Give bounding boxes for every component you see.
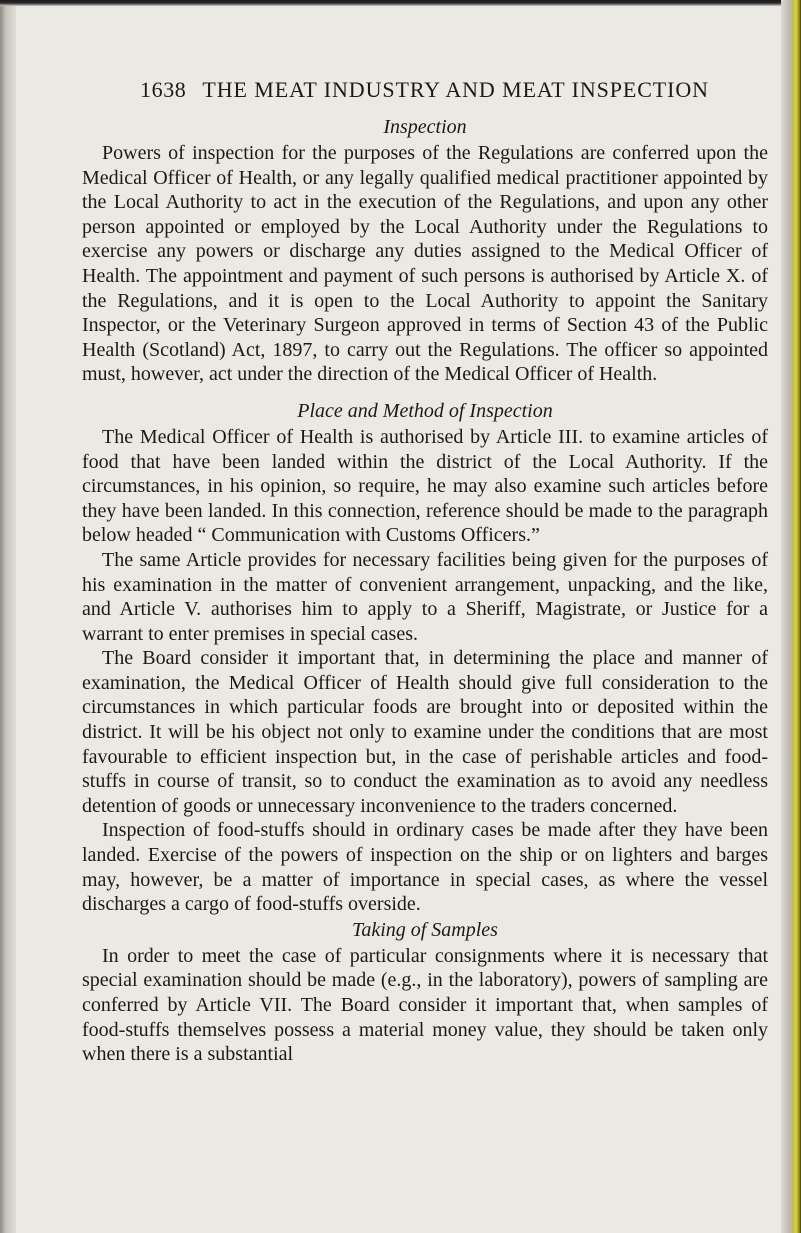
section-title-inspection: Inspection bbox=[383, 116, 467, 138]
section-title-taking-of-samples: Taking of Samples bbox=[352, 918, 498, 941]
paragraph: Powers of inspection for the purposes of the Regulations are conferred upon the Medical Officer of Health, or any legally qualified medical practitioner appointed by the Local Authority to act in the execution of the Regulations, and upon any other person appointed or employed by the Local Authority under the Regulations to exercise any powers or discharge any duties assigned to the Medical Officer of Health. The appointment and payment of such persons is authorised by Article X. of the Regulations, and it is open to the Local Authority to appoint the Sanitary Inspector, or the Veterinary Surgeon approved in terms of Section 43 of the Public Health (Scotland) Act, 1897, to carry out the Regulations. The officer so appointed must, however, act under the direction of the Medical Officer of Health. bbox=[82, 142, 768, 386]
page-top-edge bbox=[0, 0, 801, 6]
paragraph: The same Article provides for necessary facilities being given for the purposes of his examination in the matter of convenient arrangement, unpacking, and the like, and Article V. authorises him to apply to a Sheriff, Magistrate, or Justice for a warrant to enter premises in special cases. bbox=[82, 548, 768, 645]
page-header bbox=[82, 78, 768, 108]
paragraph: The Board consider it important that, in determining the place and manner of examination, the Medical Officer of Health should give full consideration to the circumstances in which particular foods are brought into or deposited within the district. It will be his object not only to examine under the conditions that are most favourable to efficient inspection but, in the case of perishable articles and food-stuffs in course of transit, so to conduct the examination as to avoid any needless detention of goods or unnecessary inconvenience to the traders concerned. bbox=[82, 647, 768, 817]
page-content bbox=[82, 78, 768, 1067]
paragraph: The Medical Officer of Health is authorised by Article III. to examine articles of food that have been landed within the district of the Local Authority. If the circumstances, in his opinion, so require, he may also examine such articles before they have been landed. In this connection, reference should be made to the paragraph below headed “ Communication with Customs Officers.” bbox=[82, 425, 768, 547]
paragraph: In order to meet the case of particular consignments where it is necessary that special examination should be made (e.g., in the laboratory), powers of sampling are conferred by Article VII. The Board consider it important that, when samples of food-stuffs themselves possess a material money value, they should be taken only when there is a substantial bbox=[82, 944, 768, 1066]
section-title-place-and-method: Place and Method of Inspection bbox=[297, 399, 553, 422]
page-number: 1638 bbox=[140, 77, 187, 102]
page-right-edge bbox=[781, 0, 801, 1233]
page-gutter-shadow bbox=[0, 0, 16, 1233]
running-head: THE MEAT INDUSTRY AND MEAT INSPECTION bbox=[202, 77, 709, 102]
section-gap bbox=[82, 387, 768, 398]
paragraph: Inspection of food-stuffs should in ordinary cases be made after they have been landed. Exercise of the powers of inspection on the ship or on lighters and barges may, however, be a matter of importance in special cases, as where the vessel discharges a cargo of food-stuffs overside. bbox=[82, 819, 768, 916]
